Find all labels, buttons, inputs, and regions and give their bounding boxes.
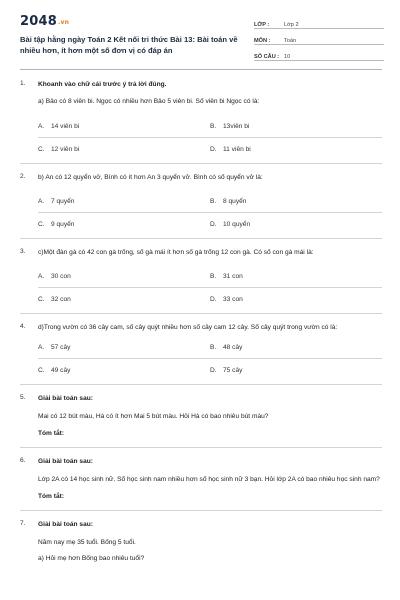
- option-b[interactable]: [210, 123, 382, 130]
- meta-row-subject: [254, 31, 384, 45]
- question-list: [20, 80, 382, 564]
- question-divider: [20, 510, 382, 511]
- question-heading: Giải bài toán sau:: [38, 395, 93, 402]
- option-b[interactable]: [210, 273, 382, 280]
- meta-value-class: Lớp 2: [284, 22, 299, 28]
- summary-label: Tóm tắt:: [38, 493, 65, 500]
- option-text: 32 con: [51, 295, 71, 303]
- summary-label: Tóm tắt:: [38, 430, 65, 437]
- question-3: [20, 248, 382, 310]
- option-a[interactable]: [38, 344, 210, 351]
- question-heading: d)Trong vườn có 36 cây cam, số cây quýt nhiều hơn số cây cam 12 cây. Số cây quýt trong vườn có là:: [38, 324, 338, 331]
- problem-text: Năm nay mẹ 35 tuổi. Bống 5 tuổi.: [38, 539, 136, 546]
- option-letter: A.: [38, 272, 45, 280]
- meta-row-class: [254, 15, 384, 29]
- meta-value-subject: Toán: [284, 38, 297, 44]
- option-d[interactable]: [210, 221, 382, 228]
- option-letter: B.: [210, 197, 217, 205]
- logo-main-text: 2048: [20, 14, 57, 29]
- header-divider: [20, 69, 382, 70]
- question-divider: [20, 384, 382, 385]
- question-6: [20, 457, 382, 500]
- option-row: [38, 190, 382, 213]
- question-number: 5.: [20, 394, 26, 401]
- option-letter: B.: [210, 343, 217, 351]
- question-5: [20, 394, 382, 437]
- meta-label-class: LỚP :: [254, 22, 270, 28]
- option-row: [38, 115, 382, 138]
- option-row: [38, 288, 382, 310]
- problem-subquestion: a) Hỏi mẹ hơn Bống bao nhiêu tuổi?: [38, 555, 145, 562]
- option-letter: A.: [38, 122, 45, 130]
- question-number: 6.: [20, 457, 26, 464]
- option-text: 12 viên bi: [51, 145, 80, 153]
- question-heading: Khoanh vào chữ cái trước ý trả lời đúng.: [38, 81, 167, 88]
- question-divider: [20, 163, 382, 164]
- option-text: 49 cây: [51, 366, 71, 374]
- option-row: [38, 359, 382, 381]
- option-letter: A.: [38, 197, 45, 205]
- option-text: 14 viên bi: [51, 122, 80, 130]
- option-a[interactable]: [38, 198, 210, 205]
- option-text: 9 quyển: [51, 220, 75, 228]
- option-c[interactable]: [38, 146, 210, 153]
- worksheet-header: [20, 14, 385, 66]
- option-text: 13viên bi: [223, 122, 250, 130]
- option-text: 8 quyển: [223, 197, 247, 205]
- meta-label-subject: MÔN :: [254, 38, 271, 44]
- option-letter: A.: [38, 343, 45, 351]
- option-b[interactable]: [210, 344, 382, 351]
- problem-text: Mai có 12 bút màu, Hà có ít hơn Mai 5 bút màu. Hỏi Hà có bao nhiêu bút màu?: [38, 413, 269, 420]
- site-logo[interactable]: [20, 14, 69, 29]
- question-divider: [20, 313, 382, 314]
- option-c[interactable]: [38, 221, 210, 228]
- option-letter: D.: [210, 295, 217, 303]
- option-row: [38, 138, 382, 160]
- option-text: 75 cây: [223, 366, 243, 374]
- problem-text: Lớp 2A có 14 học sinh nữ. Số học sinh nam nhiều hơn số học sinh nữ 3 bạn. Hỏi lớp 2A có bao nhiêu học sinh nam?: [38, 476, 380, 483]
- question-subtext: a) Bảo có 8 viên bi. Ngọc có nhiều hơn Bảo 5 viên bi. Số viên bi Ngọc có là:: [38, 98, 260, 105]
- meta-row-question-count: [254, 47, 384, 61]
- option-letter: B.: [210, 272, 217, 280]
- question-number: 4.: [20, 323, 26, 330]
- option-row: [38, 336, 382, 359]
- question-1: [20, 80, 382, 160]
- meta-box: [254, 15, 384, 63]
- option-row: [38, 213, 382, 235]
- question-4: [20, 323, 382, 381]
- option-letter: C.: [38, 145, 45, 153]
- question-heading: b) An có 12 quyển vở, Bình có ít hơn An 3 quyển vở. Bình có số quyển vở là:: [38, 174, 263, 181]
- option-b[interactable]: [210, 198, 382, 205]
- answer-options: [38, 115, 382, 160]
- option-letter: B.: [210, 122, 217, 130]
- option-letter: C.: [38, 220, 45, 228]
- option-letter: C.: [38, 295, 45, 303]
- logo-suffix-text: .vn: [57, 19, 70, 26]
- option-a[interactable]: [38, 273, 210, 280]
- option-letter: C.: [38, 366, 45, 374]
- question-number: 7.: [20, 520, 26, 527]
- meta-label-question-count: SỐ CÂU :: [254, 54, 280, 60]
- question-heading: Giải bài toán sau:: [38, 458, 93, 465]
- question-number: 2.: [20, 173, 26, 180]
- option-text: 57 cây: [51, 343, 71, 351]
- option-c[interactable]: [38, 296, 210, 303]
- option-letter: D.: [210, 220, 217, 228]
- question-number: 3.: [20, 248, 26, 255]
- option-a[interactable]: [38, 123, 210, 130]
- option-text: 7 quyển: [51, 197, 75, 205]
- option-letter: D.: [210, 145, 217, 153]
- option-row: [38, 265, 382, 288]
- option-text: 33 con: [223, 295, 243, 303]
- question-heading: Giải bài toán sau:: [38, 521, 93, 528]
- meta-value-question-count: 10: [284, 54, 291, 60]
- option-c[interactable]: [38, 367, 210, 374]
- option-d[interactable]: [210, 367, 382, 374]
- question-divider: [20, 238, 382, 239]
- question-divider: [20, 447, 382, 448]
- question-number: 1.: [20, 80, 26, 87]
- option-text: 11 viên bi: [223, 145, 251, 153]
- option-text: 10 quyển: [223, 220, 251, 228]
- option-d[interactable]: [210, 296, 382, 303]
- document-title: Bài tập hằng ngày Toán 2 Kết nối tri thức Bài 13: Bài toán về nhiều hơn, ít hơn một số đơn vị có đáp án: [20, 35, 238, 55]
- option-text: 48 cây: [223, 343, 243, 351]
- option-letter: D.: [210, 366, 217, 374]
- answer-options: [38, 190, 382, 235]
- question-heading: c)Một đàn gà có 42 con gà trống, số gà mái ít hơn số gà trống 12 con gà. Có số con gà mái là:: [38, 249, 314, 256]
- option-d[interactable]: [210, 146, 382, 153]
- answer-options: [38, 265, 382, 310]
- option-text: 30 con: [51, 272, 71, 280]
- question-2: [20, 173, 382, 235]
- answer-options: [38, 336, 382, 381]
- question-7: [20, 520, 382, 564]
- option-text: 31 con: [223, 272, 243, 280]
